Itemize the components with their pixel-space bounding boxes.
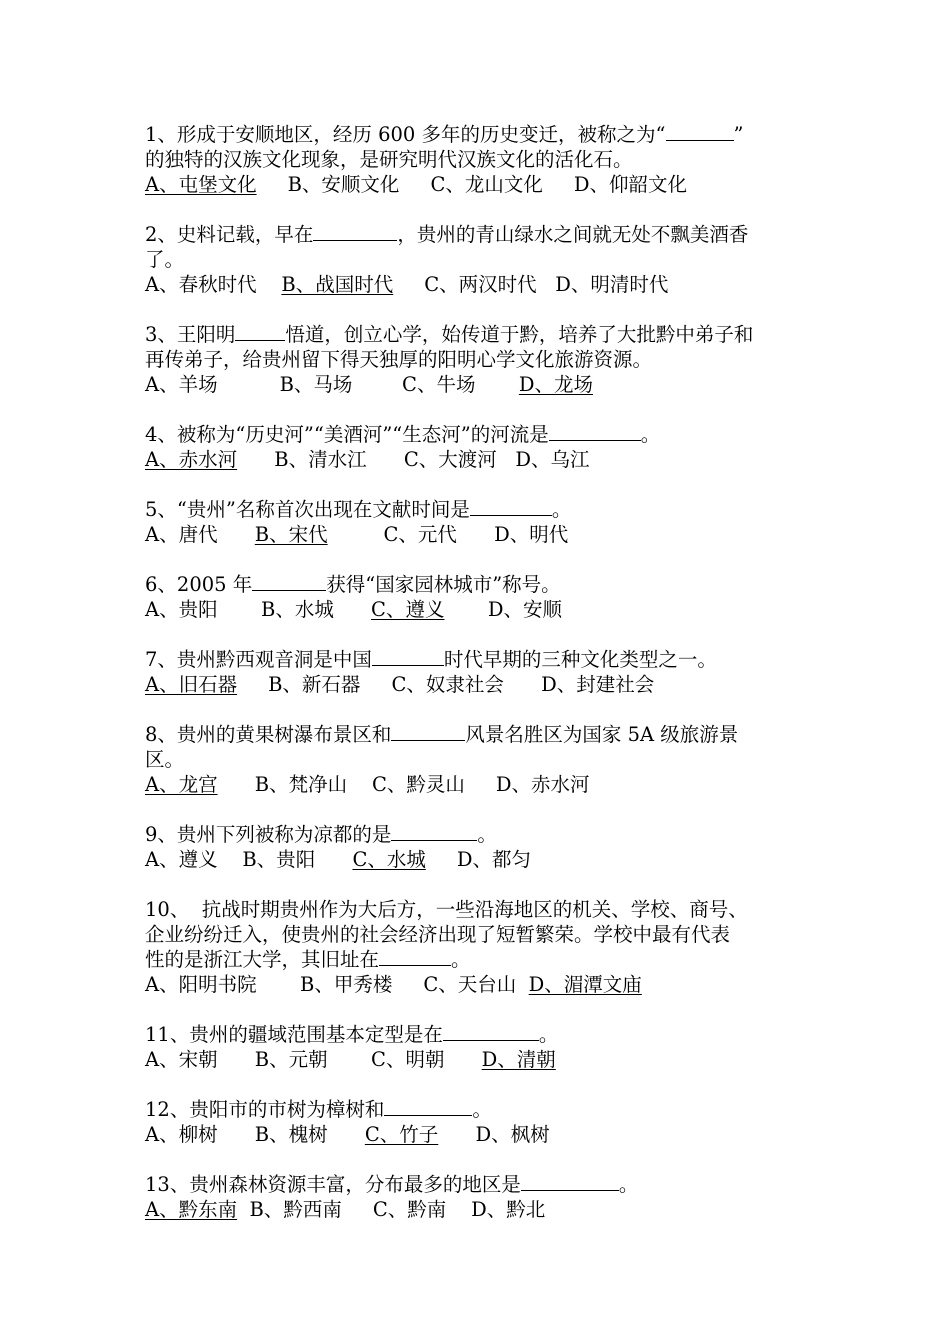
question-12 xyxy=(145,1097,815,1147)
option-a: A、屯堡文化 xyxy=(145,173,257,196)
question-stem: 3、王阳明 悟道，创立心学，始传道于黔，培养了大批黔中弟子和 xyxy=(145,323,754,346)
question-stem: 2、史料记载，早在 ，贵州的青山绿水之间就无处不飘美酒香 xyxy=(145,223,749,246)
question-stem-line-2: 的独特的汉族文化现象，是研究明代汉族文化的活化石。 xyxy=(145,148,633,171)
question-6 xyxy=(145,572,815,622)
answer-blank xyxy=(379,947,451,966)
answer-blank xyxy=(235,322,285,341)
option-a: A、宋朝 xyxy=(145,1048,218,1071)
option-a: A、龙宫 xyxy=(145,773,218,796)
option-d: D、安顺 xyxy=(487,598,562,621)
option-d: D、仰韶文化 xyxy=(573,173,687,196)
option-a: A、阳明书院 xyxy=(145,973,257,996)
option-c: C、两汉时代 xyxy=(424,273,537,296)
answer-blank xyxy=(372,647,444,666)
options-row xyxy=(145,522,815,547)
option-d: D、封建社会 xyxy=(541,673,655,696)
option-d: D、明代 xyxy=(494,523,569,546)
options-row xyxy=(145,272,815,297)
option-c: C、水城 xyxy=(352,848,426,871)
question-7 xyxy=(145,647,815,697)
question-stem: 11、贵州的疆域范围基本定型是在 。 xyxy=(145,1023,559,1046)
option-b: B、元朝 xyxy=(254,1048,328,1071)
option-b: B、贵阳 xyxy=(242,848,316,871)
option-d: D、乌江 xyxy=(515,448,590,471)
option-c: C、竹子 xyxy=(364,1123,439,1146)
question-stem: 10、 抗战时期贵州作为大后方，一些沿海地区的机关、学校、商号、 xyxy=(145,898,748,921)
options-row xyxy=(145,1047,815,1072)
option-d: D、龙场 xyxy=(518,373,593,396)
question-11 xyxy=(145,1022,815,1072)
option-c: C、龙山文化 xyxy=(430,173,543,196)
options-row xyxy=(145,847,815,872)
question-2 xyxy=(145,222,815,297)
question-stem: 6、2005 年 获得“国家园林城市”称号。 xyxy=(145,573,561,596)
options-row xyxy=(145,672,815,697)
answer-blank xyxy=(443,1022,539,1041)
options-row xyxy=(145,372,815,397)
option-b: B、宋代 xyxy=(254,523,328,546)
option-b: B、新石器 xyxy=(268,673,361,696)
option-b: B、清水江 xyxy=(274,448,367,471)
question-stem: 7、贵州黔西观音洞是中国 时代早期的三种文化类型之一。 xyxy=(145,648,717,671)
option-b: B、梵净山 xyxy=(254,773,348,796)
option-b: B、甲秀楼 xyxy=(299,973,393,996)
option-b: B、马场 xyxy=(279,373,353,396)
option-d: D、湄潭文庙 xyxy=(528,973,642,996)
answer-blank xyxy=(470,497,552,516)
option-a: A、贵阳 xyxy=(145,598,218,621)
question-stem-line-3: 性的是浙江大学，其旧址在 。 xyxy=(145,948,471,971)
question-stem-line-2: 了。 xyxy=(145,248,185,271)
question-stem: 12、贵阳市的市树为樟树和 。 xyxy=(145,1098,492,1121)
option-b: B、黔西南 xyxy=(249,1198,342,1221)
option-a: A、赤水河 xyxy=(145,448,238,471)
option-a: A、旧石器 xyxy=(145,673,238,696)
options-row xyxy=(145,772,815,797)
question-stem: 4、被称为“历史河”“美酒河”“生态河”的河流是 。 xyxy=(145,423,661,446)
option-c: C、奴隶社会 xyxy=(391,673,504,696)
question-8 xyxy=(145,722,815,797)
option-a: A、黔东南 xyxy=(145,1198,238,1221)
question-13 xyxy=(145,1172,815,1222)
option-a: A、遵义 xyxy=(145,848,218,871)
question-stem-line-2: 再传弟子，给贵州留下得天独厚的阳明心学文化旅游资源。 xyxy=(145,348,653,371)
option-a: A、羊场 xyxy=(145,373,218,396)
options-row xyxy=(145,447,815,472)
question-stem: 13、贵州森林资源丰富，分布最多的地区是 。 xyxy=(145,1173,639,1196)
option-d: D、明清时代 xyxy=(555,273,669,296)
option-c: C、明朝 xyxy=(371,1048,445,1071)
question-4 xyxy=(145,422,815,472)
option-b: B、安顺文化 xyxy=(287,173,400,196)
option-c: C、元代 xyxy=(383,523,457,546)
question-stem: 9、贵州下列被称为凉都的是 。 xyxy=(145,823,497,846)
answer-blank xyxy=(549,422,641,441)
question-5 xyxy=(145,497,815,547)
answer-blank xyxy=(313,222,397,241)
option-c: C、牛场 xyxy=(402,373,476,396)
option-c: C、黔南 xyxy=(372,1198,447,1221)
option-d: D、枫树 xyxy=(475,1123,550,1146)
question-stem: 8、贵州的黄果树瀑布景区和 风景名胜区为国家 5A 级旅游景 xyxy=(145,723,739,746)
question-1 xyxy=(145,122,815,197)
options-row xyxy=(145,172,815,197)
answer-blank xyxy=(384,1097,472,1116)
option-d: D、都匀 xyxy=(456,848,531,871)
option-b: B、水城 xyxy=(260,598,334,621)
question-10 xyxy=(145,897,815,997)
question-9 xyxy=(145,822,815,872)
option-a: A、唐代 xyxy=(145,523,218,546)
options-row xyxy=(145,972,815,997)
question-stem-line-2: 企业纷纷迁入，使贵州的社会经济出现了短暂繁荣。学校中最有代表 xyxy=(145,923,731,946)
question-stem: 1、形成于安顺地区，经历 600 多年的历史变迁，被称之为“ ” xyxy=(145,123,744,146)
options-row xyxy=(145,597,815,622)
option-c: C、天台山 xyxy=(423,973,517,996)
option-a: A、春秋时代 xyxy=(145,273,257,296)
question-3 xyxy=(145,322,815,397)
option-c: C、黔灵山 xyxy=(371,773,465,796)
option-d: D、赤水河 xyxy=(495,773,590,796)
answer-blank xyxy=(666,122,734,141)
question-stem: 5、“贵州”名称首次出现在文献时间是 。 xyxy=(145,498,572,521)
option-d: D、黔北 xyxy=(471,1198,546,1221)
option-c: C、遵义 xyxy=(371,598,445,621)
answer-blank xyxy=(252,572,326,591)
options-row xyxy=(145,1122,815,1147)
question-stem-line-2: 区。 xyxy=(145,748,185,771)
options-row xyxy=(145,1197,815,1222)
option-b: B、战国时代 xyxy=(281,273,394,296)
option-b: B、槐树 xyxy=(254,1123,328,1146)
option-a: A、柳树 xyxy=(145,1123,218,1146)
answer-blank xyxy=(391,722,465,741)
answer-blank xyxy=(391,822,477,841)
option-d: D、清朝 xyxy=(481,1048,556,1071)
answer-blank xyxy=(521,1172,619,1191)
option-c: C、大渡河 xyxy=(403,448,497,471)
